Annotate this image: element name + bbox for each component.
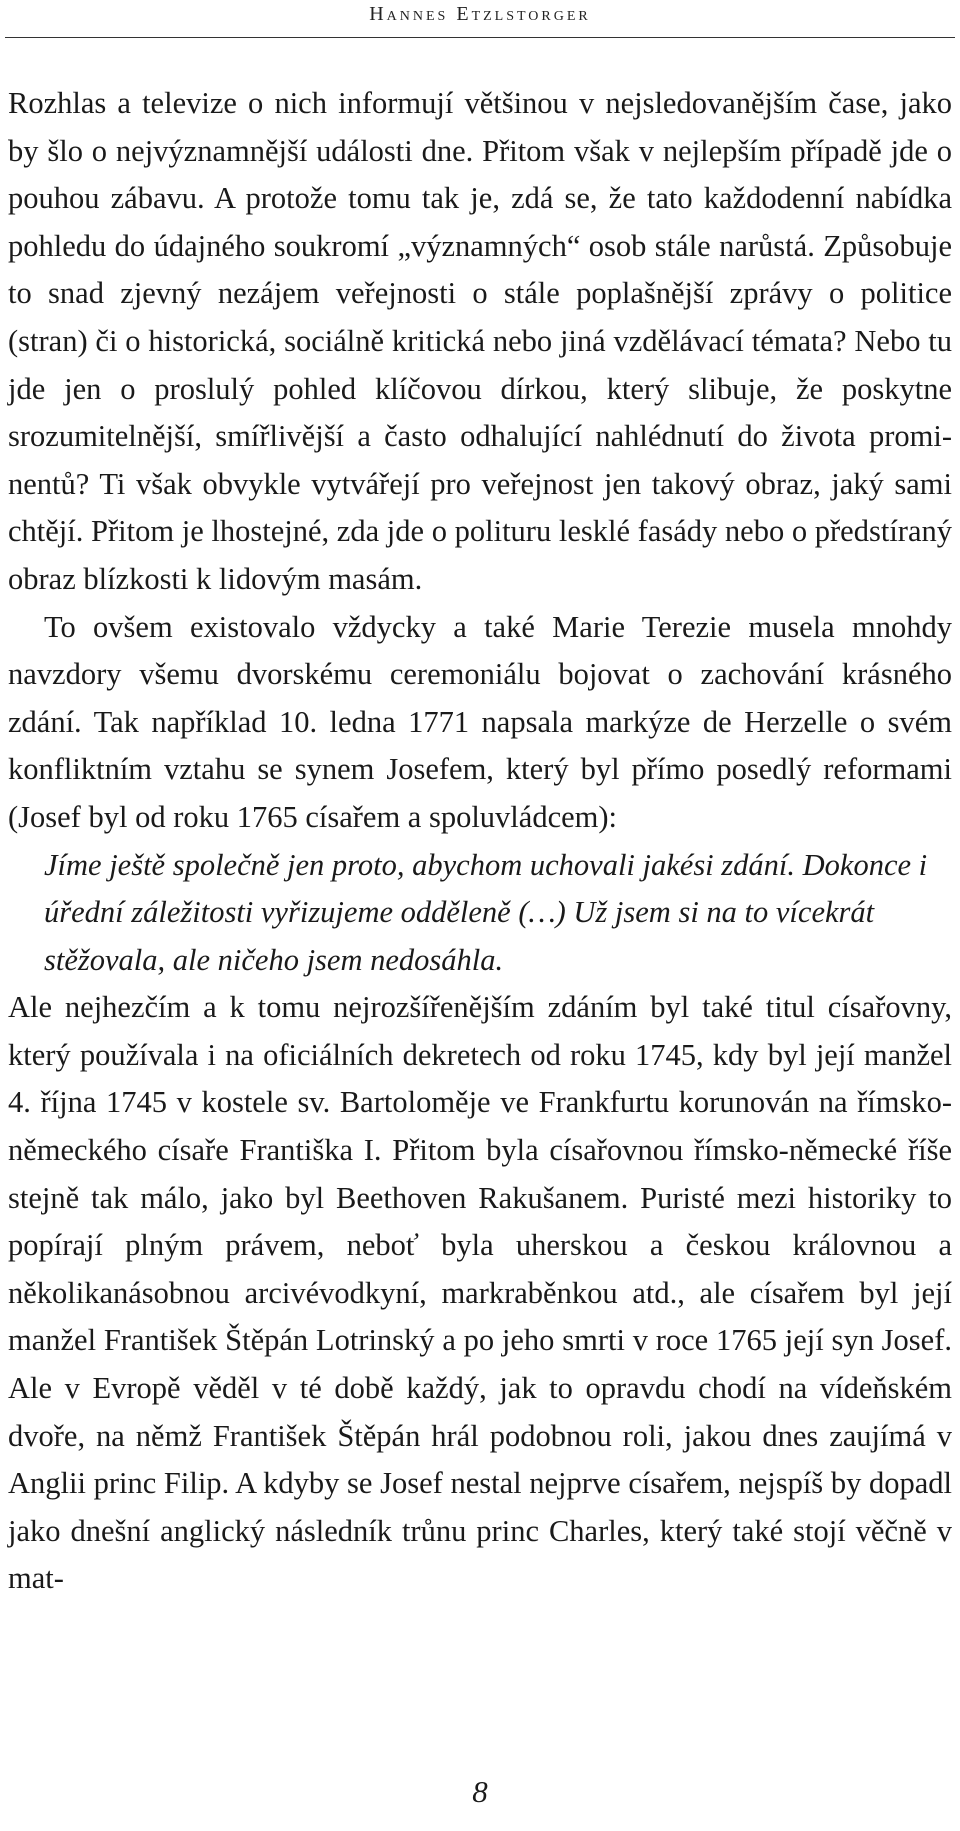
header-rule xyxy=(5,37,955,38)
paragraph: To ovšem existovalo vždycky a také Marie Terezie musela mnohdy navzdory všemu dvorskému ceremoniálu bojovat o zachování krásného zdání. Tak například 10. ledna 1771 napsala markýze de Herzelle o svém konfliktním vztahu se synem Josefem, který byl přímo posedlý reformami (Josef byl od roku 1765 císařem a spoluvládcem): xyxy=(8,609,952,834)
page-number: 8 xyxy=(472,1774,488,1809)
paragraph: Ale nejhezčím a k tomu nejrozšířenějším zdáním byl také titul císařovny, který používala i na oficiálních dekretech od roku 1745, kdy byl její manžel 4. října 1745 v kostele sv. Bartoloměje ve Frankfurtu korunován na římsko-německého císaře Františka I. Přitom byla císařovnou římsko-německé říše stejně tak málo, jako byl Beethoven Rakušanem. Puristé mezi historiky to popírají plným právem, neboť byla uherskou a českou královnou a několikanásobnou arcivévodkyní, markraběnkou atd., ale císařem byl její manžel František Štěpán Lotrinský a po jeho smrti v roce 1765 její syn Josef. Ale v Evropě věděl v té době každý, jak to opravdu chodí na vídeňském dvoře, na němž František Štěpán hrál podobnou roli, jakou dnes zaujímá v Anglii princ Filip. A kdyby se Josef nestal nejprve císařem, nejspíš by dopadl jako dnešní anglický následník trůnu princ Charles, který také stojí věčně v mat- xyxy=(8,990,952,1596)
paragraph: Rozhlas a televize o nich informují většinou v nejsledovanějším čase, jako by šlo o nejvýznamnější události dne. Přitom však v nejlepším případě jde o pouhou zábavu. A protože tomu tak je, zdá se, že tato každodenní nabídka pohledu do údajného soukromí „významných“ osob stále narůstá. Způsobuje to snad zjevný nezájem veřejnosti o stále poplašnější zprávy o politice (stran) či o historická, sociálně kritická nebo jiná vzdělávací témata? Nebo tu jde jen o proslulý pohled klíčovou dírkou, který slibuje, že poskytne srozumitelnější, smířlivější a často odhalující nahlédnutí do života prominentů? Ti však obvykle vytvářejí pro veřejnost jen takový obraz, jaký sami chtějí. Přitom je lhostejné, zda jde o polituru lesklé fasády nebo o předstíraný obraz blízkosti k lidovým masám. xyxy=(8,86,952,596)
block-quote: Jíme ještě společně jen proto, abychom uchovali jakési zdání. Dokonce i úřední záležitosti vyřizujeme odděleně (…) Už jsem si na to vícekrát stěžovala, ale ničeho jsem nedosáhla. xyxy=(44,847,928,977)
body-text xyxy=(8,80,952,1603)
running-head: Hannes Etzlstorger xyxy=(369,3,591,25)
